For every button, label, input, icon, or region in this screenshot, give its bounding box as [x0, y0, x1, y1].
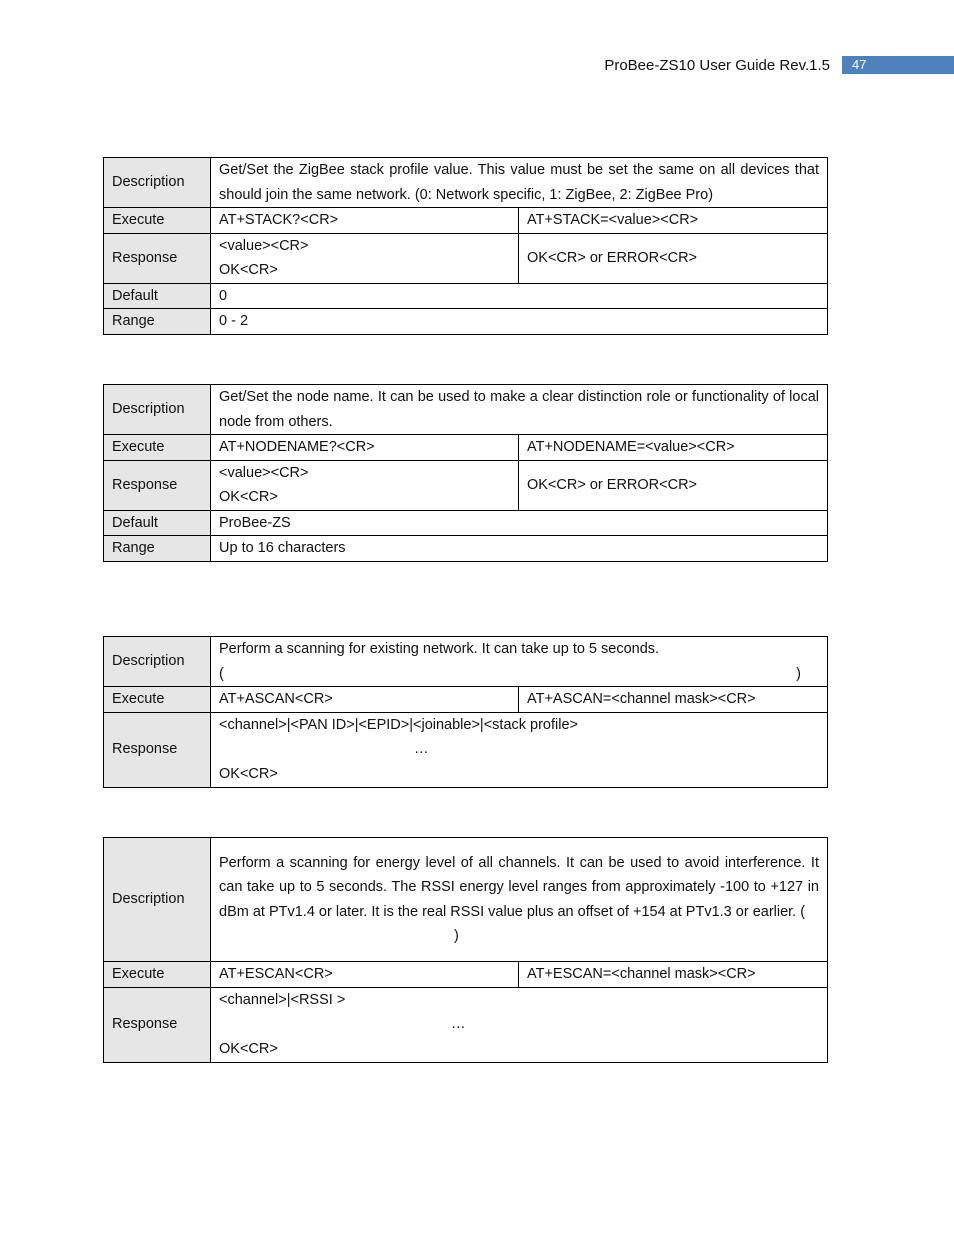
- execute-query: AT+STACK?<CR>: [211, 208, 519, 234]
- description-paragraph: Perform a scanning for energy level of all channels. It can be used to avoid interference. It can take up to 5 seconds. The RSSI energy level ranges from approximately -100 to +127 in dBm at PTv1.4 or later. It is the real RSSI value plus an offset of +154 at PTv1.3 or earlier. (: [219, 854, 819, 920]
- execute-query: AT+NODENAME?<CR>: [211, 435, 519, 461]
- description-row: [104, 158, 828, 208]
- default-value: ProBee-ZS: [211, 510, 828, 536]
- execute-set: AT+ASCAN=<channel mask><CR>: [519, 687, 828, 713]
- description-text: [211, 838, 828, 962]
- response-row: [104, 712, 828, 787]
- execute-label: Execute: [104, 687, 211, 713]
- execute-query: AT+ASCAN<CR>: [211, 687, 519, 713]
- description-paren-line: [219, 662, 819, 687]
- range-value: Up to 16 characters: [211, 536, 828, 562]
- ascan-command-table: [103, 636, 828, 788]
- execute-label: Execute: [104, 435, 211, 461]
- response-label: Response: [104, 460, 211, 510]
- response-row: [104, 460, 828, 510]
- response-ellipsis: …: [451, 1016, 466, 1033]
- response-line: <channel>|<PAN ID>|<EPID>|<joinable>|<stack profile>: [219, 716, 578, 733]
- response-query-line: OK<CR>: [219, 489, 278, 505]
- response-query: [211, 233, 519, 283]
- execute-set: AT+NODENAME=<value><CR>: [519, 435, 828, 461]
- default-value: 0: [211, 283, 828, 309]
- execute-label: Execute: [104, 962, 211, 988]
- range-value: 0 - 2: [211, 309, 828, 335]
- description-label: Description: [104, 838, 211, 962]
- response-set: OK<CR> or ERROR<CR>: [519, 460, 828, 510]
- response-line: OK<CR>: [219, 1040, 278, 1057]
- response-row: [104, 987, 828, 1062]
- paren-close: ): [796, 665, 801, 682]
- range-row: [104, 309, 828, 335]
- description-row: [104, 637, 828, 687]
- range-row: [104, 536, 828, 562]
- description-text: Get/Set the ZigBee stack profile value. This value must be set the same on all devices that should join the same network. (0: Network specific, 1: ZigBee, 2: ZigBee Pro): [211, 158, 828, 208]
- description-label: Description: [104, 158, 211, 208]
- description-row: [104, 385, 828, 435]
- description-label: Description: [104, 637, 211, 687]
- escan-command-table: [103, 837, 828, 1063]
- default-row: [104, 510, 828, 536]
- default-label: Default: [104, 283, 211, 309]
- description-text: [211, 637, 828, 687]
- document-header-title: ProBee-ZS10 User Guide Rev.1.5: [604, 57, 830, 74]
- response-set: OK<CR> or ERROR<CR>: [519, 233, 828, 283]
- range-label: Range: [104, 536, 211, 562]
- response-query-line: <value><CR>: [219, 464, 309, 481]
- execute-set: AT+STACK=<value><CR>: [519, 208, 828, 234]
- description-text: Get/Set the node name. It can be used to make a clear distinction role or functionality of local node from others.: [211, 385, 828, 435]
- default-label: Default: [104, 510, 211, 536]
- description-row: [104, 838, 828, 962]
- paren-open: (: [219, 665, 224, 682]
- response-value: [211, 712, 828, 787]
- page-number-badge: 47: [842, 56, 954, 74]
- response-row: [104, 233, 828, 283]
- execute-row: [104, 962, 828, 988]
- execute-set: AT+ESCAN=<channel mask><CR>: [519, 962, 828, 988]
- response-line: <channel>|<RSSI >: [219, 991, 346, 1008]
- response-ellipsis: …: [414, 741, 429, 758]
- stack-command-table: [103, 157, 828, 335]
- execute-label: Execute: [104, 208, 211, 234]
- response-query: [211, 460, 519, 510]
- execute-query: AT+ESCAN<CR>: [211, 962, 519, 988]
- description-line: Perform a scanning for existing network. It can take up to 5 seconds.: [219, 641, 660, 657]
- paren-close: ): [454, 928, 459, 944]
- response-label: Response: [104, 233, 211, 283]
- default-row: [104, 283, 828, 309]
- response-query-line: OK<CR>: [219, 262, 278, 278]
- response-label: Response: [104, 712, 211, 787]
- range-label: Range: [104, 309, 211, 335]
- description-label: Description: [104, 385, 211, 435]
- execute-row: [104, 208, 828, 234]
- response-label: Response: [104, 987, 211, 1062]
- execute-row: [104, 687, 828, 713]
- response-line: OK<CR>: [219, 765, 278, 782]
- execute-row: [104, 435, 828, 461]
- nodename-command-table: [103, 384, 828, 562]
- response-value: [211, 987, 828, 1062]
- response-query-line: <value><CR>: [219, 237, 309, 254]
